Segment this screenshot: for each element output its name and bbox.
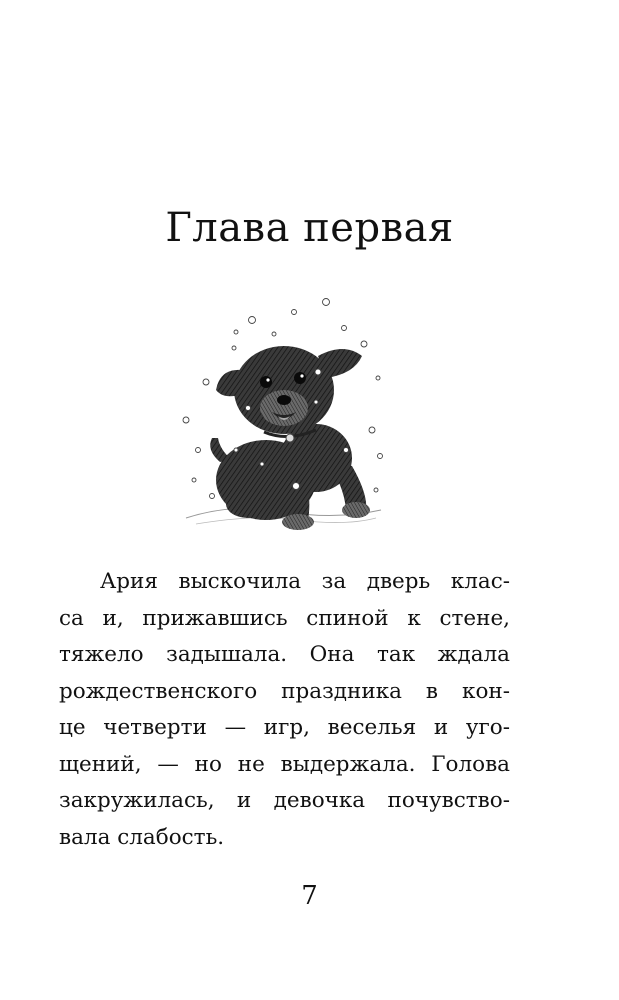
text-line: вала слабость. — [59, 824, 225, 850]
text-line: Ария выскочила за дверь клас- — [100, 569, 510, 594]
chapter-title: Глава первая — [165, 205, 454, 251]
text-line: закружилась, и девочка почувство- — [59, 788, 510, 813]
text-line: са и, прижавшись спиной к стене, — [59, 605, 510, 631]
puppy-in-snow-illustration — [176, 290, 396, 535]
text-line: це четверти — игр, веселья и уго- — [59, 715, 510, 740]
text-line: щений, — но не выдержала. Голова — [59, 751, 510, 777]
text-line: тяжело задышала. Она так ждала — [59, 642, 510, 667]
text-line: рождественского праздника в кон- — [59, 678, 510, 704]
chapter-body-text — [59, 564, 510, 856]
page-number: 7 — [301, 881, 318, 911]
